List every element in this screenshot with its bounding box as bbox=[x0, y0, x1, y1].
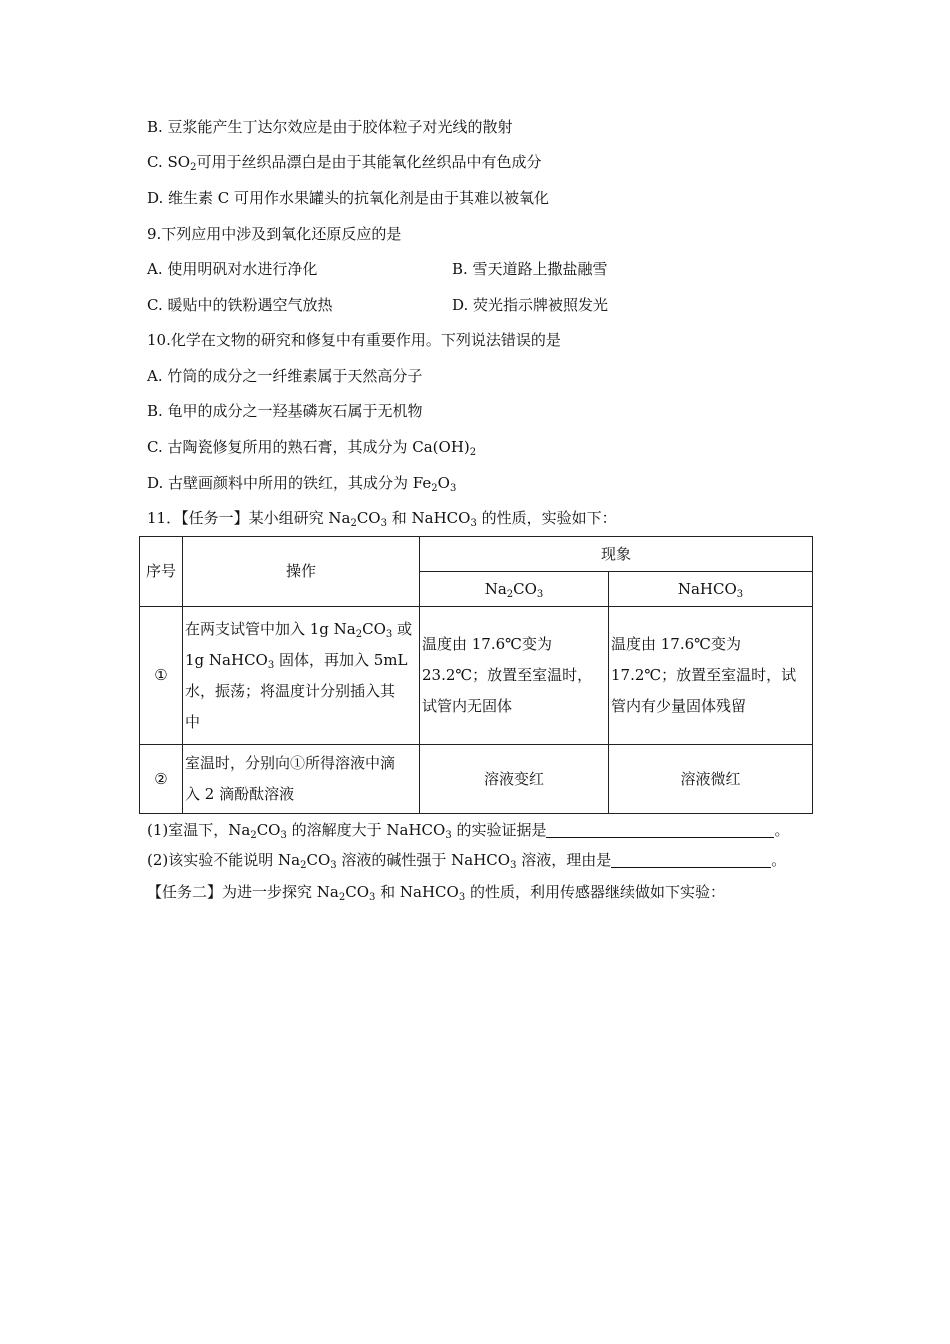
experiment-table bbox=[139, 536, 813, 814]
header-na2co3: $Na_2CO_3$ bbox=[420, 572, 609, 607]
header-phenomenon: 现象 bbox=[420, 537, 813, 572]
q11-part1: (1)室温下，$Na_2CO_3$ 的溶解度大于 NaHCO$_3$ 的实验证据是 。 bbox=[147, 821, 790, 841]
q9-option-a: A. 使用明矾对水进行净化 bbox=[147, 260, 318, 278]
row2-operation: 室温时，分别向①所得溶液中滴 入 2 滴酚酞溶液 bbox=[183, 745, 420, 814]
row2-nahco3-result: 溶液微红 bbox=[609, 745, 813, 814]
q11-stem: 11．【任务一】某小组研究 $Na_2CO_3$ 和 NaHCO$_3$ 的性质，实验如下： bbox=[147, 509, 617, 529]
header-nahco3: NaHCO$_3$ bbox=[609, 572, 813, 607]
row2-na2co3-result: 溶液变红 bbox=[420, 745, 609, 814]
q9-stem: 9.下列应用中涉及到氧化还原反应的是 bbox=[147, 225, 402, 243]
q11-task2: 【任务二】为进一步探究 $Na_2CO_3$ 和 NaHCO$_3$ 的性质，利用传感器继续做如下实验： bbox=[147, 883, 725, 903]
q8-option-d: D. 维生素 C 可用作水果罐头的抗氧化剂是由于其难以被氧化 bbox=[147, 189, 550, 207]
q9-option-c: C. 暖贴中的铁粉遇空气放热 bbox=[147, 296, 333, 314]
q8-option-b: B. 豆浆能产生丁达尔效应是由于胶体粒子对光线的散射 bbox=[147, 118, 513, 136]
q10-option-c: C. 古陶瓷修复所用的熟石膏，其成分为 $Ca(OH)_2$ bbox=[147, 438, 477, 458]
answer-blank-1[interactable] bbox=[546, 821, 774, 838]
row1-no: ① bbox=[140, 607, 183, 745]
q10-option-a: A. 竹筒的成分之一纤维素属于天然高分子 bbox=[147, 367, 423, 385]
q9-option-d: D. 荧光指示牌被照发光 bbox=[452, 296, 609, 314]
row1-na2co3-result: 温度由 17.6℃变为 23.2℃；放置至室温时， 试管内无固体 bbox=[420, 607, 609, 745]
row1-operation: 在两支试管中加入 1g $Na_2CO_3$ 或 1g NaHCO$_3$ 固体，再加入 5mL 水，振荡；将温度计分别插入其 中 bbox=[183, 607, 420, 745]
header-no: 序号 bbox=[140, 537, 183, 607]
q10-option-d: D. 古壁画颜料中所用的铁红，其成分为 $Fe_2O_3$ bbox=[147, 474, 457, 494]
q11-part2: (2)该实验不能说明 $Na_2CO_3$ 溶液的碱性强于 NaHCO$_3$ 溶液，理由是 。 bbox=[147, 851, 787, 871]
row2-no: ② bbox=[140, 745, 183, 814]
q10-option-b: B. 龟甲的成分之一羟基磷灰石属于无机物 bbox=[147, 402, 423, 420]
header-operation: 操作 bbox=[183, 537, 420, 607]
row1-nahco3-result: 温度由 17.6℃变为 17.2℃；放置至室温时，试 管内有少量固体残留 bbox=[609, 607, 813, 745]
q10-stem: 10.化学在文物的研究和修复中有重要作用。下列说法错误的是 bbox=[147, 331, 561, 349]
q9-option-b: B. 雪天道路上撒盐融雪 bbox=[452, 260, 608, 278]
q8-option-c: C. $SO_2$可用于丝织品漂白是由于其能氧化丝织品中有色成分 bbox=[147, 153, 542, 173]
answer-blank-2[interactable] bbox=[611, 851, 771, 868]
